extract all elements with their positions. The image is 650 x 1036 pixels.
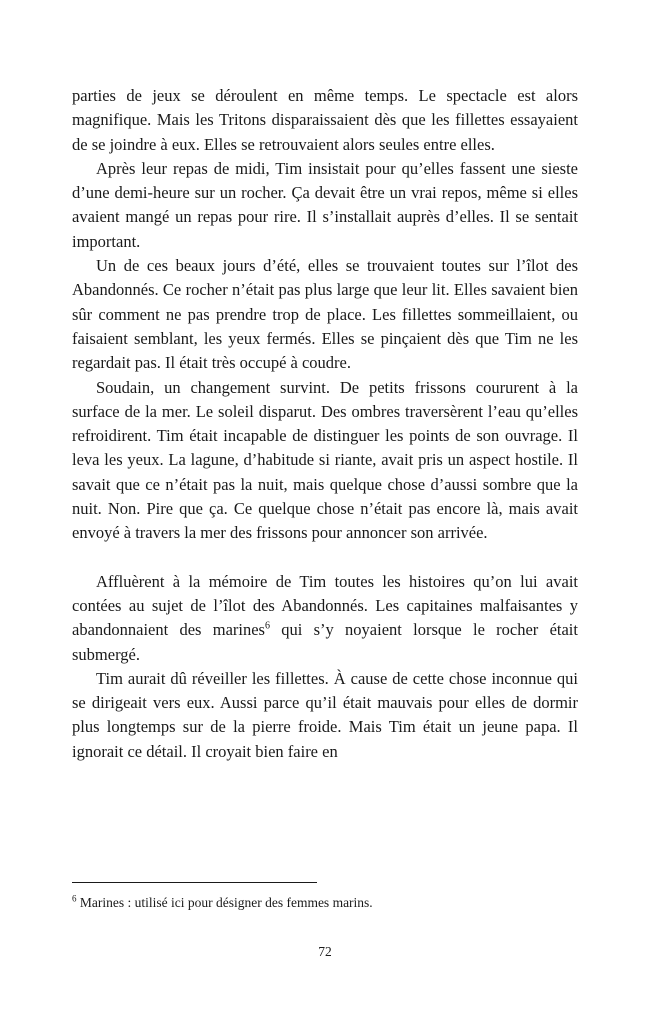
page-number: 72	[318, 944, 332, 959]
paragraph-5-text-after: qui s’y noyaient lorsque le rocher était submergé.	[72, 620, 578, 664]
page-body	[72, 84, 578, 764]
paragraph-2: Après leur repas de midi, Tim insistait pour qu’elles fassent une sieste d’une demi-heure sur un rocher. Ça devait être un vrai repos, même si elles avaient mangé un repas pour rire. Il s’installait auprès d’elles. Il se sentait important.	[72, 158, 578, 251]
footnote-reference[interactable]: 6	[264, 620, 270, 632]
paragraph-1: parties de jeux se déroulent en même temps. Le spectacle est alors magnifique. Mais les Tritons disparaissaient dès que les fillettes essayaient de se joindre à eux. Elles se retrouvaient alors seules entre elles.	[72, 86, 578, 154]
paragraph-6: Tim aurait dû réveiller les fillettes. À cause de cette chose inconnue qui se dirigeait vers eux. Aussi parce qu’il était mauvais pour elles de dormir plus longtemps sur de la pierre froide. Mais Tim était un jeune papa. Il ignorait ce détail. Il croyait bien faire en	[72, 668, 578, 761]
footnote	[72, 893, 578, 913]
footnote-text: Marines : utilisé ici pour désigner des femmes marins.	[76, 895, 373, 910]
paragraph-5-text-before: Affluèrent à la mémoire de Tim toutes les histoires qu’on lui avait contées au sujet de l’îlot des Abandonnés. Les capitaines malfaisantes y abandonnaient des marines	[72, 571, 578, 640]
footnote-divider	[72, 882, 317, 883]
paragraph-4: Soudain, un changement survint. De petits frissons coururent à la surface de la mer. Le soleil disparut. Des ombres traversèrent l’eau qu’elles refroidirent. Tim était incapable de distinguer les points de son ouvrage. Il leva les yeux. La lagune, d’habitude si riante, avait pris un aspect hostile. Il savait que ce n’était pas la nuit, mais quelque chose d’aussi sombre que la nuit. Non. Pire que ça. Ce quelque chose n’était pas encore là, mais avait envoyé à travers la mer des frissons pour annoncer son arrivée.	[72, 377, 578, 543]
paragraph-5	[72, 570, 578, 667]
paragraph-3: Un de ces beaux jours d’été, elles se trouvaient toutes sur l’îlot des Abandonnés. Ce rocher n’était pas plus large que leur lit. Elles savaient bien sûr comment ne pas prendre trop de place. Les fillettes sommeillaient, ou faisaient semblant, les yeux fermés. Elles se pinçaient dès que Tim ne les regardait pas. Il était très occupé à coudre.	[72, 256, 578, 373]
footnote-number: 6	[72, 893, 77, 904]
